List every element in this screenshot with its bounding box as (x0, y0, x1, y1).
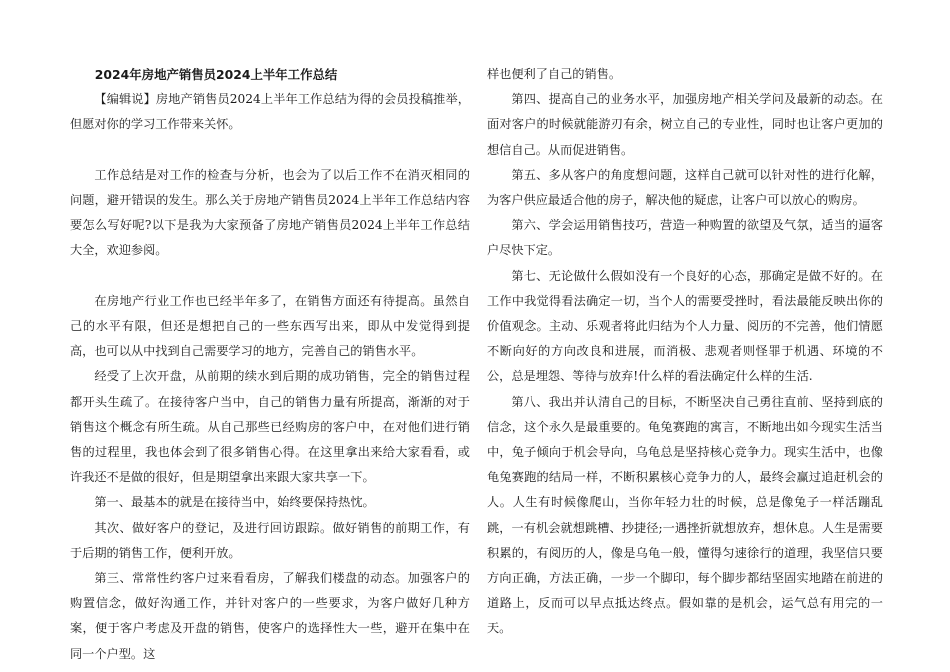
body-paragraph: 第四、提高自己的业务水平，加强房地产相关学问及最新的动态。在面对客户的时候就能游刃有余，树立自己的专业性，同时也让客户更加的想信自己。从而促进销售。 (487, 92, 883, 157)
paragraph-gap (70, 138, 470, 163)
intro-paragraph: 工作总结是对工作的检查与分析，也会为了以后工作不在消灭相同的问题，避开错误的发生。那么关于房地产销售员2024上半年工作总结内容要怎么写好呢?以下是我为大家预备了房地产销售员2024上半年工作总结大全，欢迎参阅。 (70, 167, 470, 258)
body-paragraph: 第七、无论做什么假如没有一个良好的心态，那确定是做不好的。在工作中我觉得看法确定一切，当个人的需要受挫时，看法最能反映出你的价值观念。主动、乐观者将此归结为个人力量、阅历的不完善，他们情愿不断向好的方向改良和进展，而消极、悲观者则怪罪于机遇、环境的不公，总是埋怨、等待与放弃!什么样的看法确定什么样的生活. (487, 268, 883, 384)
body-paragraph: 第五、多从客户的角度想问题，这样自己就可以针对性的进行化解，为客户供应最适合他的房子，解决他的疑虑，让客户可以放心的购房。 (487, 167, 883, 208)
body-paragraph: 其次、做好客户的登记，及进行回访跟踪。做好销售的前期工作，有于后期的销售工作，便利开放。 (70, 520, 470, 560)
body-paragraph: 第八、我出并认清自己的目标，不断坚决自己勇往直前、坚持到底的信念，这个永久是最重要的。龟兔赛跑的寓言，不断地出如今现实生活当中，兔子倾向于机会导向，乌龟总是坚持核心竞争力。现实生活中，也像龟兔赛跑的结局一样，不断积累核心竞争力的人，最终会赢过追赶机会的人。人生有时候像爬山，当你年轻力壮的时候，总是像兔子一样活蹦乱跳，一有机会就想跳槽、抄捷径;一遇挫折就想放弃，想休息。人生是需要积累的，有阅历的人，像是乌龟一般，懂得匀速徐行的道理，我坚信只要方向正确，方法正确，一步一个脚印，每个脚步都结坚固实地踏在前进的道路上，反而可以早点抵达终点。假如靠的是机会，运气总有用完的一天。 (487, 394, 883, 636)
body-paragraph: 在房地产行业工作也已经半年多了，在销售方面还有待提高。虽然自己的水平有限，但还是想把自己的一些东西写出来，即从中发觉得到提高，也可以从中找到自己需要学习的地方，完善自己的销售水平。 (70, 293, 470, 359)
body-paragraph: 第一、最基本的就是在接待当中，始终要保持热忱。 (94, 495, 375, 510)
document-title: 2024年房地产销售员2024上半年工作总结 (94, 67, 338, 82)
paragraph-gap (70, 264, 470, 289)
body-paragraph: 经受了上次开盘，从前期的续水到后期的成功销售，完全的销售过程都开头生疏了。在接待客户当中，自己的销售力量有所提高，渐渐的对于销售这个概念有所生疏。从自己那些已经购房的客户中，在对他们进行销售的过程里，我也体会到了很多销售心得。在这里拿出来给大家看看，或许我还不是做的很好，但是期望拿出来跟大家共享一下。 (70, 369, 470, 485)
right-column (487, 62, 883, 642)
continued-paragraph: 样也便利了自己的销售。 (487, 67, 622, 81)
editor-note: 【编辑说】房地产销售员2024上半年工作总结为得的会员投稿推举，但愿对你的学习工作带来关怀。 (70, 92, 470, 132)
body-paragraph: 第三、常常性约客户过来看看房，了解我们楼盘的动态。加强客户的购置信念，做好沟通工作，并针对客户的一些要求，为客户做好几种方案，便于客户考虑及开盘的销售，使客户的选择性大一些，避开在集中在同一个户型。这 (70, 571, 470, 661)
body-paragraph: 第六、学会运用销售技巧，营造一种购置的欲望及气氛，适当的逼客户尽快下定。 (487, 218, 883, 258)
left-column (70, 62, 470, 667)
